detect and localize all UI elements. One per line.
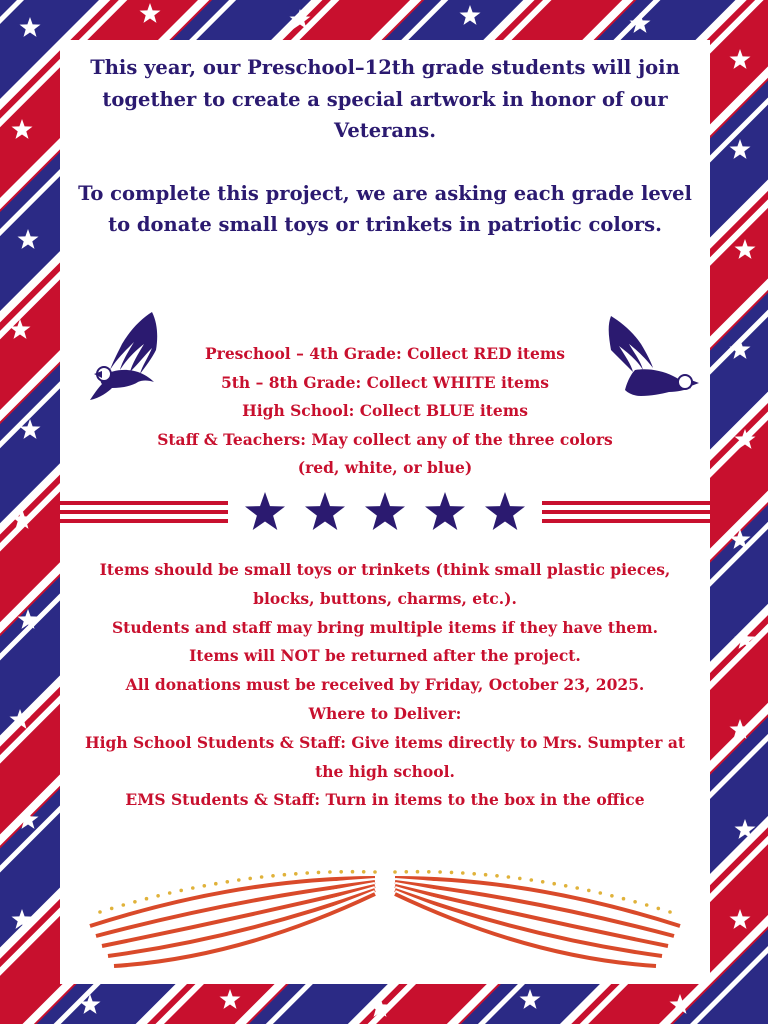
bunting-dot (645, 903, 649, 907)
bunting-dot (98, 910, 102, 914)
bunting-dot (110, 907, 114, 911)
bunting-dot (438, 870, 442, 874)
bunting-dot (203, 884, 207, 888)
star-icon (425, 492, 465, 530)
bunting-dot (373, 870, 377, 874)
details-section (70, 556, 700, 815)
bunting-dot (668, 910, 672, 914)
bunting-dot (541, 880, 545, 884)
bunting-dot (283, 873, 287, 877)
intro-section (60, 52, 710, 272)
grade-groups-section (60, 340, 710, 483)
bunting-dot (633, 900, 637, 904)
bunting-dot (495, 874, 499, 878)
group-preschool: Preschool – 4th Grade: Collect RED items (205, 344, 565, 363)
bunting-dot (156, 894, 160, 898)
bunting-dot (416, 870, 420, 874)
stars-divider (60, 490, 710, 536)
not-returned-note: Items will NOT be returned after the project. (189, 646, 581, 666)
star-icon (485, 492, 525, 530)
group-middle: 5th – 8th Grade: Collect WHITE items (220, 372, 550, 392)
bunting-dot (271, 874, 275, 878)
bunting-dot (339, 870, 343, 874)
star-icon (365, 492, 405, 530)
intro-paragraph-2: To complete this project, we are asking each grade level to donate small toys or trinkets in patriotic colors. (78, 181, 692, 236)
bunting-dot (226, 880, 230, 884)
multiple-items-note: Students and staff may bring multiple items if they have them. (111, 617, 659, 637)
bunting-dot (168, 891, 172, 895)
ems-delivery: EMS Students & Staff: Turn in items to the box in the office (125, 790, 645, 810)
bunting-dot (484, 873, 488, 877)
bunting-dot (622, 897, 626, 901)
bunting-dot (657, 907, 661, 911)
intro-paragraph-1: This year, our Preschool–12th grade students will join together to create a special artwork in honor of our Veterans. (90, 56, 680, 142)
flag-bunting-icon (70, 848, 700, 978)
bunting-dot (610, 894, 614, 898)
bunting-dot (427, 870, 431, 874)
group-staff: Staff & Teachers: May collect any of the three colors (157, 429, 613, 449)
bunting-dot (450, 871, 454, 875)
bunting-dot (133, 900, 137, 904)
bunting-dot (518, 877, 522, 881)
bunting-dot (191, 886, 195, 890)
bunting-dot (237, 878, 241, 882)
bunting-dot (575, 886, 579, 890)
bunting-dot (587, 889, 591, 893)
bunting-dot (552, 882, 556, 886)
bunting-dot (393, 870, 397, 874)
star-icon (305, 492, 345, 530)
deadline-note: All donations must be received by Friday, October 23, 2025. (125, 675, 645, 695)
bunting-dot (461, 871, 465, 875)
bunting-dot (248, 877, 252, 881)
bunting-dot (472, 872, 476, 876)
items-description: Items should be small toys or trinkets (think small plastic pieces, blocks, buttons, charms, etc.). (99, 560, 671, 608)
bunting-dot (599, 891, 603, 895)
group-staff-note: (red, white, or blue) (297, 458, 473, 477)
bunting-dot (530, 878, 534, 882)
high-school-delivery: High School Students & Staff: Give items directly to Mrs. Sumpter at the high school. (84, 732, 686, 781)
bunting-dot (145, 897, 149, 901)
bunting-dot (507, 875, 511, 879)
flyer-panel (60, 40, 710, 984)
bunting-dot (294, 872, 298, 876)
bunting-dot (328, 870, 332, 874)
bunting-dot (351, 870, 355, 874)
group-high-school: High School: Collect BLUE items (242, 401, 528, 420)
bunting-dot (362, 870, 366, 874)
bunting-dot (405, 870, 409, 874)
star-icon (245, 492, 285, 530)
bunting-dot (564, 884, 568, 888)
bunting-dot (179, 889, 183, 893)
bunting-dot (305, 871, 309, 875)
deliver-heading: Where to Deliver: (308, 703, 462, 723)
bunting-dot (122, 903, 126, 907)
bunting-dot (260, 875, 264, 879)
bunting-dot (317, 871, 321, 875)
bunting-dot (214, 882, 218, 886)
